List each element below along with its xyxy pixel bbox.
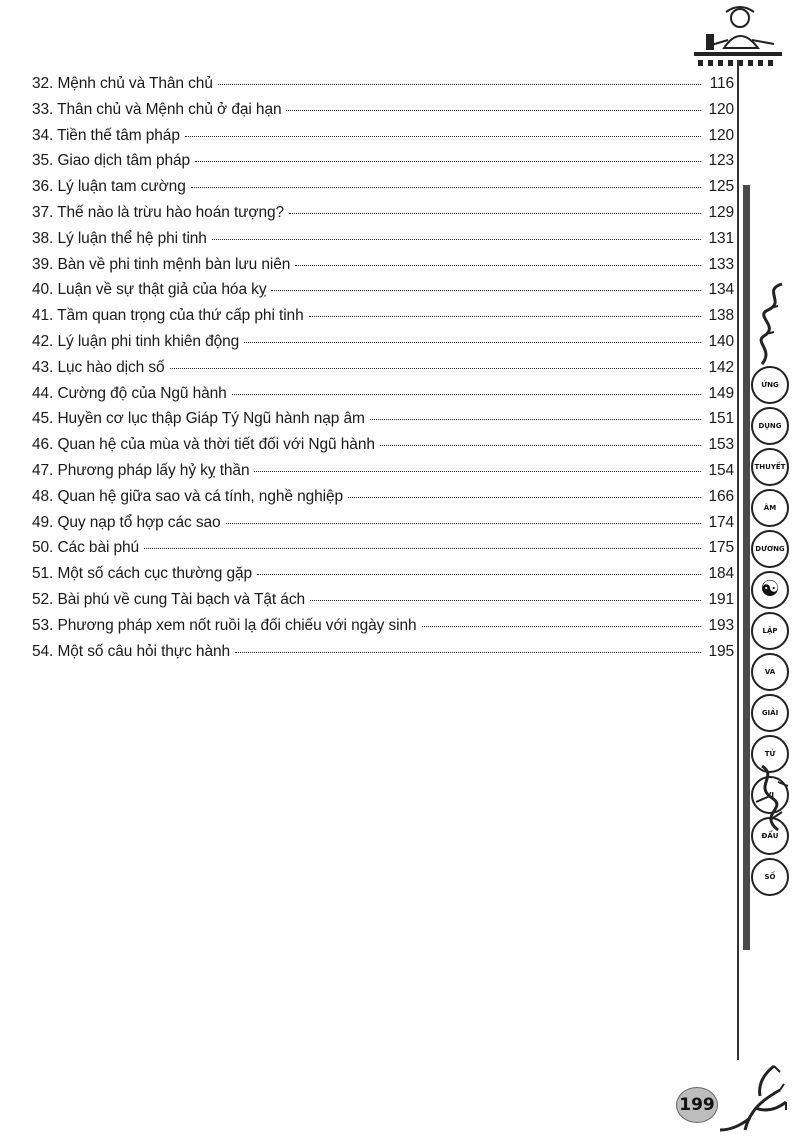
side-circle: DỤNG <box>751 407 789 445</box>
dot-leader <box>271 289 701 291</box>
side-circle: ỨNG <box>751 366 789 404</box>
toc-entry <box>32 200 734 226</box>
toc-entry <box>32 71 734 97</box>
toc-entry-page: 193 <box>708 616 734 634</box>
yin-yang-icon: ☯ <box>751 571 789 609</box>
dot-leader <box>170 367 701 369</box>
toc-entry-page: 149 <box>708 384 734 402</box>
page-number-badge: 199 <box>676 1087 718 1123</box>
toc-entry <box>32 148 734 174</box>
toc-entry-title: 45. Huyền cơ lục thập Giáp Tý Ngũ hành nạp âm <box>32 410 365 428</box>
dot-leader <box>232 393 701 395</box>
side-circle: THUYẾT <box>751 448 789 486</box>
side-circle: DƯƠNG <box>751 530 789 568</box>
toc-entry <box>32 381 734 407</box>
toc-entry-page: 116 <box>709 75 734 92</box>
dragon-icon <box>748 762 793 837</box>
toc-entry <box>32 484 734 510</box>
toc-entry-title: 32. Mệnh chủ và Thân chủ <box>32 75 213 92</box>
toc-entry-title: 41. Tầm quan trọng của thứ cấp phi tinh <box>32 307 304 325</box>
toc-entry-title: 53. Phương pháp xem nốt ruồi lạ đối chiếu với ngày sinh <box>32 616 417 634</box>
side-circle: VÀ <box>751 653 789 691</box>
toc-entry-page: 120 <box>708 126 734 144</box>
toc-entry-title: 38. Lý luận thể hệ phi tinh <box>32 229 207 247</box>
toc-entry-page: 125 <box>708 178 734 196</box>
toc-entry <box>32 252 734 278</box>
side-circle: SỐ <box>751 858 789 896</box>
side-circle: TỬ <box>751 735 789 773</box>
dot-leader <box>191 186 701 188</box>
dot-leader <box>295 264 701 266</box>
margin-rule <box>737 60 739 1060</box>
toc-entry-page: 175 <box>708 539 734 557</box>
toc-entry <box>32 329 734 355</box>
toc-entry <box>32 277 734 303</box>
toc-entry <box>32 535 734 561</box>
toc-entry-page: 154 <box>708 461 734 479</box>
side-circle: GIẢI <box>751 694 789 732</box>
toc-entry-page: 120 <box>708 100 734 118</box>
side-circle: ĐẨU <box>751 817 789 855</box>
toc-entry <box>32 613 734 639</box>
toc-entry-title: 39. Bàn về phi tinh mệnh bàn lưu niên <box>32 255 291 273</box>
dot-leader <box>380 444 701 446</box>
table-of-contents <box>32 71 734 664</box>
toc-entry-title: 49. Quy nạp tổ hợp các sao <box>32 513 221 531</box>
toc-entry <box>32 587 734 613</box>
toc-entry-title: 47. Phương pháp lấy hỷ kỵ thần <box>32 461 250 479</box>
toc-entry-title: 54. Một số câu hỏi thực hành <box>32 642 231 660</box>
dot-leader <box>370 418 701 420</box>
toc-entry-title: 36. Lý luận tam cường <box>32 178 186 196</box>
dot-leader <box>254 470 701 472</box>
toc-entry-title: 33. Thân chủ và Mệnh chủ ở đại hạn <box>32 100 282 118</box>
toc-entry-title: 48. Quan hệ giữa sao và cá tính, nghề nghiệp <box>32 487 344 505</box>
side-circle: ÂM <box>751 489 789 527</box>
side-circle: LẬP <box>751 612 789 650</box>
dot-leader <box>212 238 701 240</box>
dot-leader <box>310 599 701 601</box>
toc-entry-page: 174 <box>708 513 734 531</box>
toc-entry-page: 142 <box>708 358 734 376</box>
toc-entry-page: 195 <box>708 642 734 660</box>
toc-entry-page: 191 <box>708 590 734 608</box>
toc-entry-page: 140 <box>708 332 734 350</box>
dot-leader <box>257 573 701 575</box>
dot-leader <box>348 496 701 498</box>
toc-entry <box>32 510 734 536</box>
dot-leader <box>144 547 701 549</box>
dot-leader <box>235 651 701 653</box>
toc-entry <box>32 303 734 329</box>
dot-leader <box>286 109 701 111</box>
toc-entry-page: 184 <box>708 565 734 583</box>
toc-entry-page: 134 <box>708 281 734 299</box>
toc-entry-title: 52. Bài phú về cung Tài bạch và Tật ách <box>32 590 305 608</box>
toc-entry <box>32 561 734 587</box>
toc-entry-page: 138 <box>708 307 734 325</box>
dot-leader <box>244 341 701 343</box>
toc-entry-title: 46. Quan hệ của mùa và thời tiết đối với Ngũ hành <box>32 436 375 454</box>
toc-entry-title: 51. Một số cách cục thường gặp <box>32 565 253 583</box>
toc-entry <box>32 458 734 484</box>
toc-entry <box>32 226 734 252</box>
toc-entry <box>32 406 734 432</box>
toc-entry <box>32 123 734 149</box>
toc-entry-title: 43. Lục hào dịch số <box>32 358 165 376</box>
dot-leader <box>309 315 701 317</box>
toc-entry-page: 133 <box>708 255 734 273</box>
toc-entry-page: 151 <box>708 410 734 428</box>
dot-leader <box>422 625 701 627</box>
toc-entry <box>32 97 734 123</box>
toc-entry-title: 42. Lý luận phi tinh khiên động <box>32 332 240 350</box>
toc-entry-title: 37. Thế nào là trừu hào hoán tượng? <box>32 203 285 221</box>
dot-leader <box>195 160 701 162</box>
toc-entry <box>32 355 734 381</box>
dragon-icon <box>752 280 792 370</box>
toc-entry-title: 44. Cường độ của Ngũ hành <box>32 384 227 402</box>
dot-leader <box>218 83 701 85</box>
toc-entry-page: 129 <box>708 203 734 221</box>
toc-entry-page: 131 <box>708 229 734 247</box>
toc-entry-title: 40. Luận về sự thật giả của hóa kỵ <box>32 281 267 299</box>
dot-leader <box>185 135 701 137</box>
side-circle: VI <box>751 776 789 814</box>
toc-entry-title: 35. Giao dịch tâm pháp <box>32 152 191 170</box>
toc-entry <box>32 432 734 458</box>
toc-entry-title: 50. Các bài phú <box>32 539 140 557</box>
toc-entry-page: 123 <box>708 152 734 170</box>
dot-leader <box>289 212 701 214</box>
toc-entry <box>32 174 734 200</box>
dot-leader <box>226 522 701 524</box>
toc-entry-page: 153 <box>708 436 734 454</box>
toc-entry-title: 34. Tiền thế tâm pháp <box>32 126 180 144</box>
toc-entry <box>32 639 734 665</box>
toc-entry-page: 166 <box>708 487 734 505</box>
